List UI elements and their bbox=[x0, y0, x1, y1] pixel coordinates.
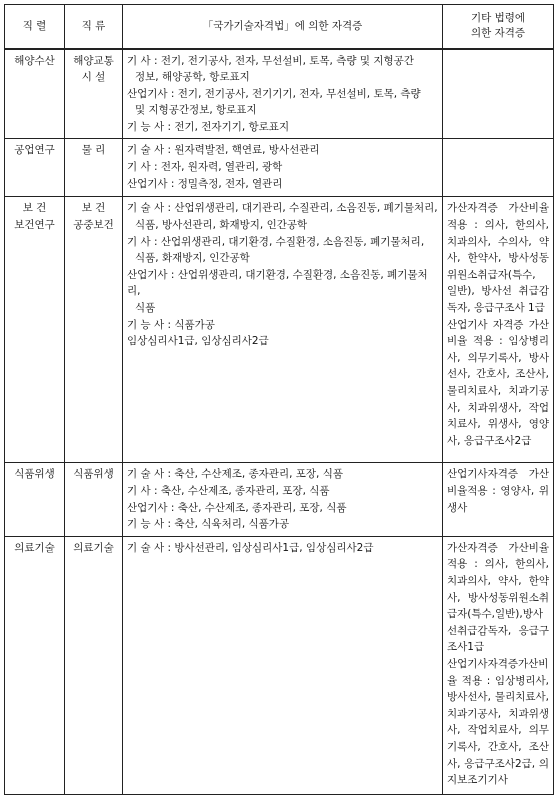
header-other-cert: 기타 법령에 의한 자격증 bbox=[443, 5, 554, 49]
header-jikryeol: 직 렬 bbox=[5, 5, 65, 49]
cell-jikryu bbox=[65, 536, 123, 794]
header-row bbox=[5, 5, 554, 49]
cert-line: 기 술 사 : 원자력발전, 핵연료, 방사선관리 bbox=[127, 144, 320, 157]
certificate-table bbox=[4, 4, 554, 795]
cell-jikryu bbox=[65, 197, 123, 463]
header-jikryu: 직 류 bbox=[65, 5, 123, 49]
cell-jikryu bbox=[65, 139, 123, 197]
cell-national-cert bbox=[123, 197, 443, 463]
table-row bbox=[5, 49, 554, 139]
cert-line: 기 술 사 : 축산, 수산제조, 종자관리, 포장, 식품 bbox=[127, 468, 344, 481]
cell-other-cert bbox=[443, 139, 554, 197]
cert-line: 산업기사 : 전기, 전기공사, 전기기기, 전자, 무선설비, 토목, 측량 bbox=[127, 87, 421, 100]
header-national-cert: 「국가기술자격법」에 의한 자격증 bbox=[123, 5, 443, 49]
jikryu-line: 보 건 bbox=[81, 202, 106, 215]
cell-other-cert: 가산자격증 가산비율 적용 : 의사, 한의사, 치과의사, 수의사, 약사, 한약사, 방사성동위원소취급자(특수, 일반), 방사선 취급감독자, 응급구조사 1급 산업기사 자격증 가산비율 적용 : 임상병리사, 의무기록사, 방사선사, 간호사, 조산사, 물리치료사, 치과기공사, 치과위생사, 작업치료사, 위생사, 영양사, 응급구조사2급 bbox=[443, 197, 554, 463]
table-row bbox=[5, 463, 554, 536]
cert-line-cont: 정보, 해양공학, 항로표지 bbox=[135, 71, 250, 84]
cert-line: 기 능 사 : 전기, 전자기기, 항로표지 bbox=[127, 120, 290, 133]
cert-line: 기 사 : 전기, 전기공사, 전자, 무선설비, 토목, 측량 및 지형공간 bbox=[127, 54, 414, 67]
cell-jikryu bbox=[65, 463, 123, 536]
cell-jikryeol bbox=[5, 197, 65, 463]
cert-line: 기 사 : 산업위생관리, 대기환경, 수질환경, 소음진동, 폐기물처리, bbox=[127, 235, 425, 248]
cert-line-cont: 식품, 화재방지, 인간공학 bbox=[135, 252, 250, 265]
cert-line-cont: 식품, 방사선관리, 화재방지, 인간공학 bbox=[135, 219, 308, 232]
cert-line: 기 술 사 : 방사선관리, 임상심리사1급, 임상심리사2급 bbox=[127, 541, 374, 554]
cell-jikryu bbox=[65, 49, 123, 139]
cert-line: 산업기사 : 정밀측정, 전자, 열관리 bbox=[127, 177, 283, 190]
jikryu-line: 시 설 bbox=[81, 71, 106, 84]
cert-line: 기 술 사 : 산업위생관리, 대기관리, 수질관리, 소음진동, 폐기물처리, bbox=[127, 202, 438, 215]
table-row bbox=[5, 139, 554, 197]
cert-line: 임상심리사1급, 임상심리사2급 bbox=[127, 335, 269, 348]
cert-line: 산업기사 : 축산, 수산제조, 종자관리, 포장, 식품 bbox=[127, 501, 347, 514]
cell-national-cert bbox=[123, 139, 443, 197]
cell-jikryeol: 해양수산 bbox=[5, 49, 65, 139]
cert-line: 기 사 : 축산, 수산제조, 종자관리, 포장, 식품 bbox=[127, 485, 330, 498]
jikryu-line: 해양교통 bbox=[73, 54, 114, 67]
jikryu-line: 식품위생 bbox=[73, 468, 114, 481]
cert-line: 기 사 : 전자, 원자력, 열관리, 광학 bbox=[127, 161, 283, 174]
cell-other-cert: 산업기사자격증 가산비율적용 : 영양사, 위생사 bbox=[443, 463, 554, 536]
cert-line-cont: 및 지형공간정보, 항로표지 bbox=[135, 104, 257, 117]
cell-jikryeol: 공업연구 bbox=[5, 139, 65, 197]
cell-other-cert: 가산자격증 가산비율 적용 : 의사, 한의사, 치과의사, 약사, 한약사, 방사성동위원소취급자(특수,일반),방사선취급감독자, 응급구조사1급 산업기사자격증가산비율 적용 : 임상병리사, 방사선사, 물리치료사, 치과기공사, 치과위생사, 작업치료사, 의무기록사, 간호사, 조산사, 응급구조사2급, 의지보조기기사 bbox=[443, 536, 554, 794]
jikryu-line: 물 리 bbox=[81, 144, 106, 157]
table-row bbox=[5, 197, 554, 463]
table-row bbox=[5, 536, 554, 794]
jikryeol-line: 보건연구 bbox=[14, 219, 55, 232]
jikryu-line: 의료기술 bbox=[73, 541, 114, 554]
cell-jikryeol: 식품위생 bbox=[5, 463, 65, 536]
cert-line: 기 능 사 : 축산, 식육처리, 식품가공 bbox=[127, 518, 290, 531]
cert-line: 기 능 사 : 식품가공 bbox=[127, 318, 215, 331]
jikryu-line: 공중보건 bbox=[73, 219, 114, 232]
jikryeol-line: 보 건 bbox=[22, 202, 47, 215]
cell-national-cert bbox=[123, 536, 443, 794]
cert-line-cont: 식품 bbox=[135, 302, 156, 315]
cert-line: 산업기사 : 산업위생관리, 대기환경, 수질환경, 소음진동, 폐기물처리, bbox=[127, 268, 428, 298]
cell-national-cert bbox=[123, 463, 443, 536]
cell-other-cert bbox=[443, 49, 554, 139]
cell-national-cert bbox=[123, 49, 443, 139]
cell-jikryeol: 의료기술 bbox=[5, 536, 65, 794]
